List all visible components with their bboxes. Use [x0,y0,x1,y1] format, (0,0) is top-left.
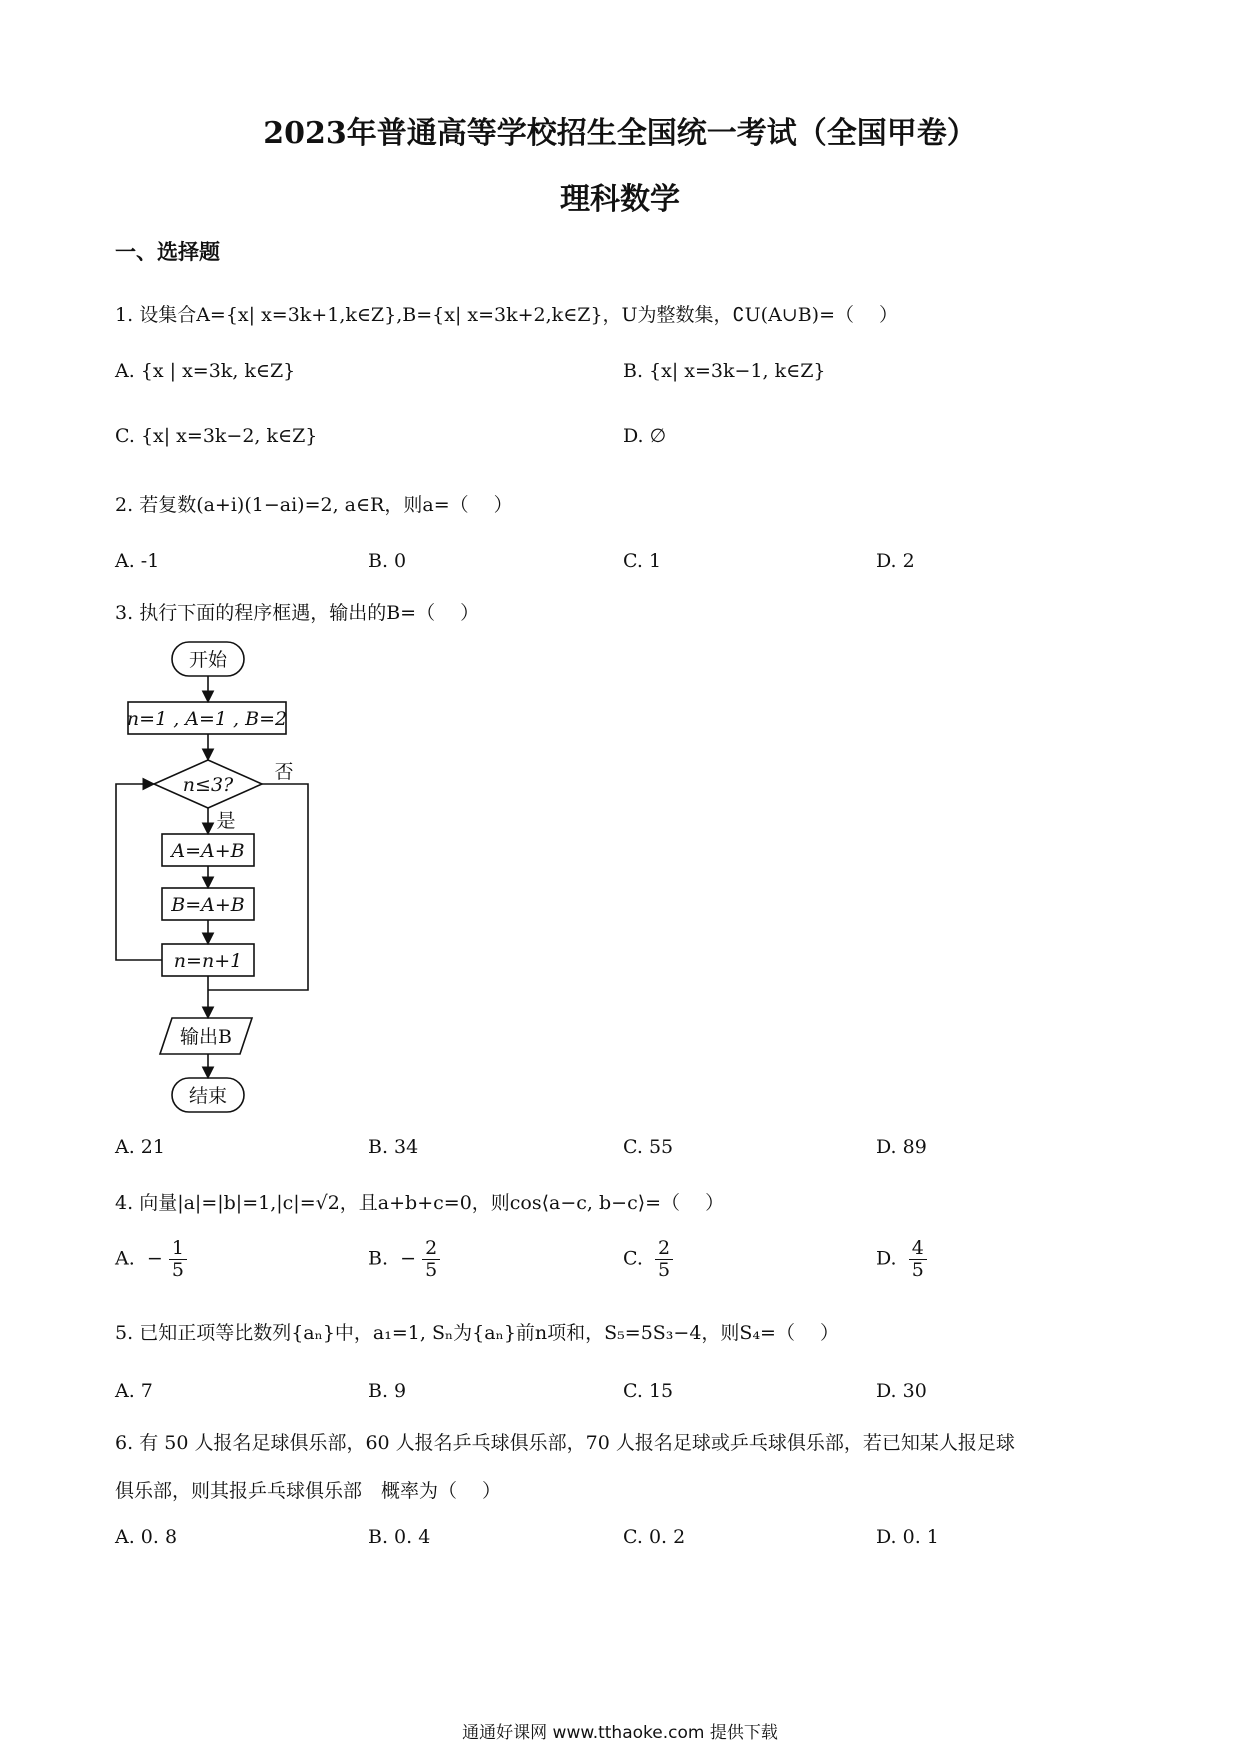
option-c: C. 55 [623,1136,674,1158]
flow-step3-label: n=n+1 [173,950,243,972]
question-text: 向量|a|=|b|=1,|c|=√2，且a+b+c=0，则cos⟨a−c, b−c⟩=（ ） [139,1192,725,1214]
question-text-line1: 有 50 人报名足球俱乐部，60 人报名乒乓球俱乐部，70 人报名足球或乒乓球俱乐部，若已知某人报足球 [139,1432,1015,1454]
flow-no-label: 否 [274,761,294,783]
option-a: A. − $\frac{1}{5}$ [115,1238,187,1281]
flow-start-label: 开始 [188,649,228,671]
question-6 [115,1428,1015,1455]
option-a: A. 0. 8 [115,1526,178,1548]
option-d: D. $\frac{4}{5}$ [876,1238,927,1281]
flow-yes-label: 是 [216,810,236,832]
option-d: D. 0. 1 [876,1526,939,1548]
option-c: C. {x| x=3k−2, k∈Z} [115,425,318,447]
fraction: $\frac{1}{5}$ [169,1238,187,1281]
page-subtitle: 理科数学 [560,182,680,217]
option-c: C. 15 [623,1380,674,1402]
flow-end-label: 结束 [188,1085,228,1107]
option-d: D. 30 [876,1380,927,1402]
option-a: A. {x | x=3k, k∈Z} [115,360,296,382]
question-number: 5. [115,1322,134,1344]
option-a: A. 7 [115,1380,153,1402]
fraction: $\frac{4}{5}$ [909,1238,927,1281]
option-c: C. 0. 2 [623,1526,686,1548]
question-text: 执行下面的程序框遇，输出的B=（ ） [139,602,480,624]
question-6-continued: 俱乐部，则其报乒乓球俱乐部 概率为（ ） [115,1480,502,1502]
option-d: D. ∅ [623,425,667,447]
option-b: B. {x| x=3k−1, k∈Z} [623,360,826,382]
option-d: D. 89 [876,1136,927,1158]
flow-step1-label: A=A+B [171,840,245,862]
option-c: C. 1 [623,550,662,572]
fraction: $\frac{2}{5}$ [655,1238,673,1281]
option-b: B. 0. 4 [368,1526,431,1548]
question-text: 设集合A={x| x=3k+1,k∈Z},B={x| x=3k+2,k∈Z}，U为整数集，∁U(A∪B)=（ ） [139,304,899,326]
section-heading: 一、选择题 [115,239,220,264]
question-text: 已知正项等比数列{aₙ}中，a₁=1, Sₙ为{aₙ}前n项和，S₅=5S₃−4，则S₄=（ ） [139,1322,840,1344]
option-a: A. -1 [115,550,160,572]
flow-output-label: 输出B [180,1026,232,1048]
question-number: 1. [115,304,134,326]
question-text: 若复数(a+i)(1−ai)=2, a∈R，则a=（ ） [139,494,513,516]
page-title: 2023年普通高等学校招生全国统一考试（全国甲卷） [263,116,977,151]
option-b: B. − $\frac{2}{5}$ [368,1238,440,1281]
fraction: $\frac{2}{5}$ [422,1238,440,1281]
option-b: B. 34 [368,1136,419,1158]
option-c: C. $\frac{2}{5}$ [623,1238,673,1281]
option-d: D. 2 [876,550,915,572]
page-footer: 通通好课网 www.tthaoke.com 提供下载 [462,1723,778,1743]
question-number: 3. [115,602,134,624]
option-b: B. 0 [368,550,407,572]
flow-condition-label: n≤3? [182,774,234,796]
option-a: A. 21 [115,1136,165,1158]
option-b: B. 9 [368,1380,407,1402]
question-number: 6. [115,1432,134,1454]
question-number: 2. [115,494,134,516]
question-5 [115,1318,839,1345]
question-4 [115,1188,724,1215]
question-number: 4. [115,1192,134,1214]
flow-step2-label: B=A+B [171,894,245,916]
flow-init-label: n=1 , A=1 , B=2 [126,708,288,730]
